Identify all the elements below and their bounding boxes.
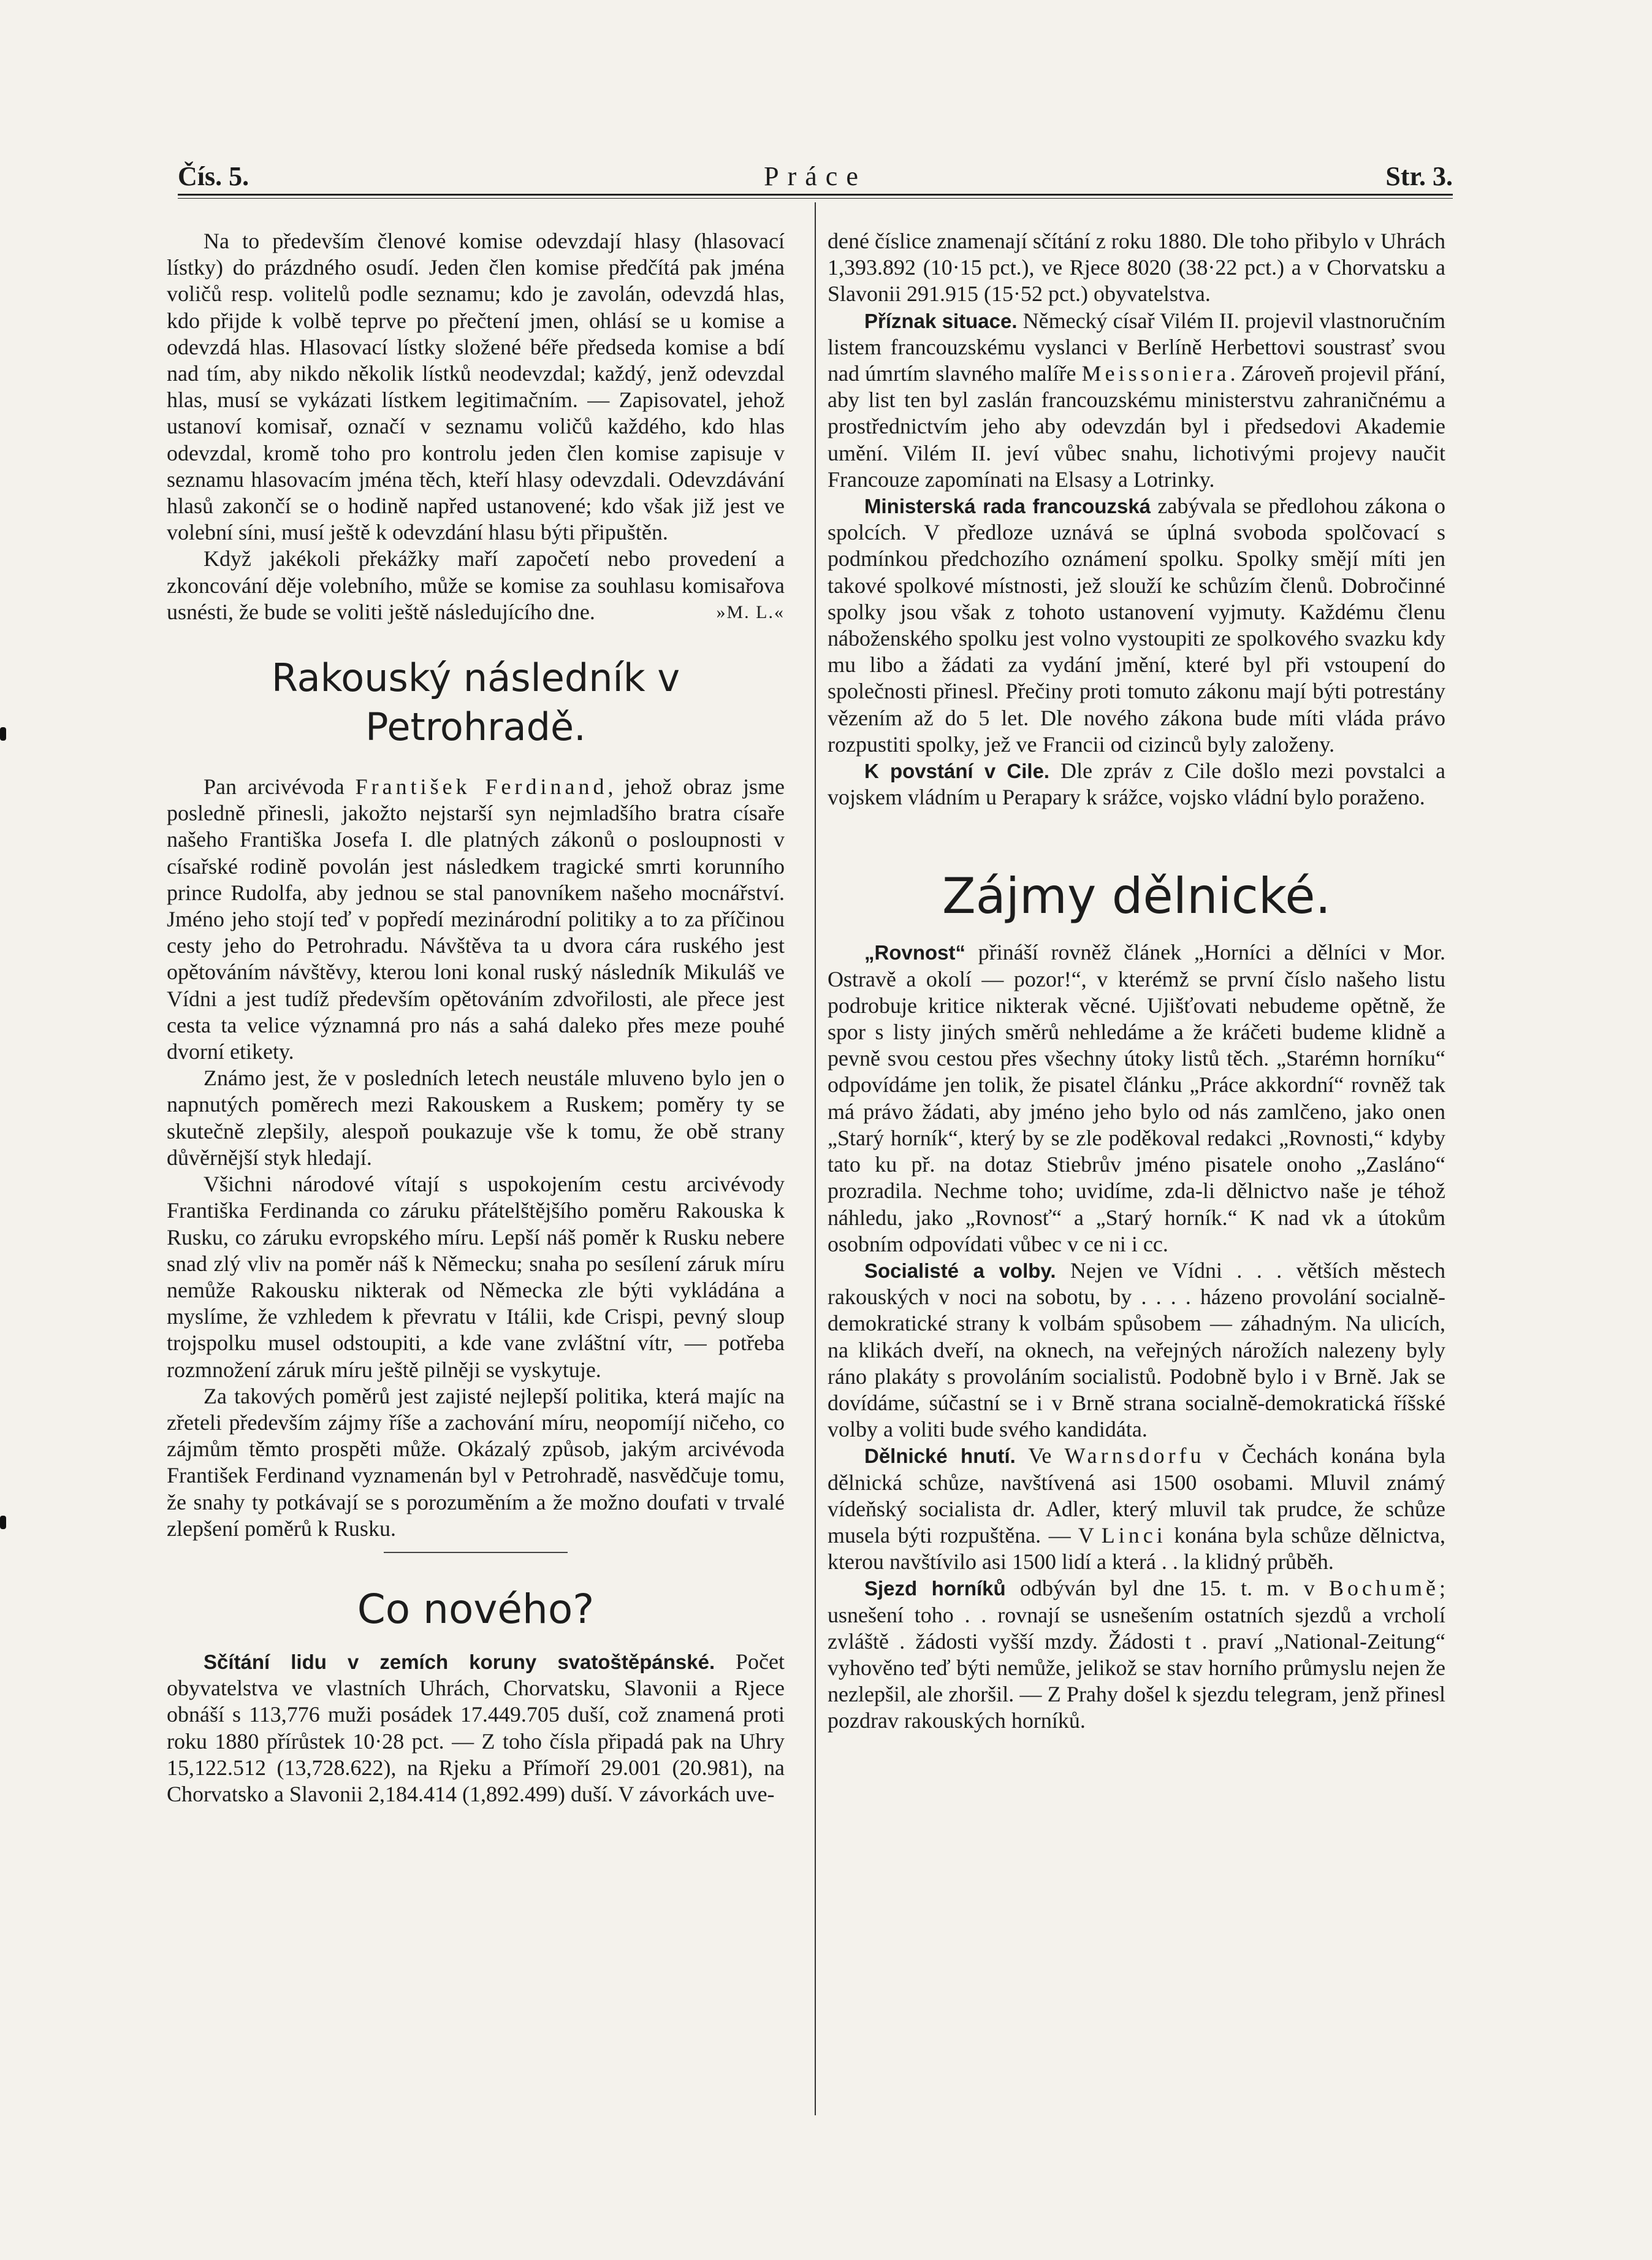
paragraph-text: přináší rovněž článek „Horníci a dělníci v Mor. Ostravě a okolí — pozor!“, v kterémž se první číslo našeho listu podrobuje kritice nikterak věcné. Ujišťovati nebudeme opětně, že spor s listy jiných směrů nehledáme a že kráčeti budeme klidně a pevně svou cestou přes všechny útoky listů těch. „Starémn horníku“ odpovídáme jen tolik, že pisatel článku „Práce akkordní“ rovněž tak má právo žádati, aby jméno jeho bylo od nás zamlčeno, jako onen „Starý horník“, který by se zle poděkoval redakci „Rovnosti,“ kdyby tato ku př. na dotaz Stiebrův jméno pisatele onoho „Zasláno“ prozradila. Nechme toho; uvidíme, zda-li dělnictvo naše je téhož náhledu, jako „Rovnosť“ a „Starý horník.“ K nad vk a útokům osobním odpovídati vůbec v ce ni i cc. xyxy=(828,940,1445,1256)
article-signature: »M. L.« xyxy=(716,601,785,622)
running-head xyxy=(178,161,1453,197)
place-name: Warnsdorfu xyxy=(1064,1443,1205,1468)
column-divider xyxy=(815,202,816,2115)
paragraph: Známo jest, že v posledních letech neustále mluveno bylo jen o napnutých poměrech mezi Rakouskem a Ruskem; poměry ty se skutečně zlepšily, alespoň poukazuje vše k tomu, že obě strany důvěrnější styk hledají. xyxy=(167,1066,785,1170)
news-item-title: Socialisté a volby. xyxy=(864,1259,1056,1282)
place-name: Bochumě xyxy=(1329,1576,1439,1601)
paragraph-text: ; usnešení toho . . rovnají se usnešením ostatních sjezdů a vrcholí zvláště . žádosti vyšší mzdy. Žádosti t . praví „National-Zeitung“ vyhověno teď býti nemůže, jelikož se stav horního průmyslu nejen že nezlepšil, ale zhoršil. — Z Prahy došel k sjezdu telegram, jenž přinesl pozdrav rakouských horníků. xyxy=(828,1576,1445,1733)
section-heading: Zájmy dělnické. xyxy=(942,868,1331,925)
news-item-title: Ministerská rada francouzská xyxy=(864,495,1151,518)
person-name: František Ferdinand xyxy=(355,774,608,800)
paragraph: Na to především členové komise odevzdají hlasy (hlasovací lístky) do prázdného osudí. Jeden člen komise předčítá pak jména voličů resp. volitelů podle seznamu; kdo je zavolán, odevzdá hlas, kdo přijde k volbě teprve po přečtení jmen, ohlásí se u komise a odevzdá hlas. Hlasovací lístky složené béře předseda komise a bdí nad tím, aby nikdo několik lístků neodevzdal; každý, jenž odevzdal hlas, musí se vykázati lístkem legitimačním. — Zapisovatel, jehož ustanoví komisař, označí v seznamu voličů každého, kdo hlas odevzdal, kromě toho pro kontrolu jeden člen komise zapisuje v seznamu hlasovacím jména těch, kteří hlasy odevzdali. Odevzdávání hlasů zakončí se o hodině napřed ustanovené; kdo však již jest ve volební síni, musí ještě k odevzdání hlasu býti připuštěn. xyxy=(167,229,785,545)
paragraph xyxy=(167,774,785,1065)
paragraph-text: Ve xyxy=(1028,1443,1052,1468)
news-item xyxy=(828,493,1445,758)
header-rule xyxy=(178,194,1453,199)
paragraph-text: zabývala se předlohou zákona o spolcích. V předloze uznává se úplná svoboda spolčovací s podmínkou předchozího oznámení spolku. Spolky smějí míti jen takové spolkové místnosti, jež slouží ke schůzím členů. Dobročinné spolky jsou však z tohoto ustanovení vyjmuty. Každému členu náboženského spolku jest volno vystoupiti ze spolkového svazku kdy mu libo a žádati za vydání jmění, které byl při vstoupení do společnosti přinesl. Přečiny proti tomuto zákonu mají býti potrestány vězením až do 5 let. Dle nového zákona bude míti vláda právo rozpustiti spolky, jež ve Francii od cizinců byly založeny. xyxy=(828,494,1445,757)
person-name: Meissoniera xyxy=(1081,361,1230,386)
paragraph-text: Německý císař Vilém II. projevil vlastnoručním listem francouzskému vyslanci v Berlíně Herbettovi soustrasť svou nad úmrtím slavného malíře xyxy=(828,308,1446,386)
paragraph: dené číslice znamenají sčítání z roku 1880. Dle toho přibylo v Uhrách 1,393.892 (10·15 pct.), ve Rjece 8020 (38·22 pct.) a v Chorvatsku a Slavonii 291.915 (15·52 pct.) obyvatelstva. xyxy=(828,229,1445,307)
paragraph-text: v Čechách konána byla dělnická schůze, navštívená asi 1500 osobami. Mluvil známý vídeňský socialista dr. Adler, který mluvil tak prudce, že schůze musela býti rozpuštěna. — V xyxy=(828,1443,1445,1548)
issue-number: Čís. 5. xyxy=(178,161,249,191)
paragraph-text: Nejen ve Vídni . . . větších městech rakouských v noci na sobotu, by . . . . házeno provolání socialně-demokratické strany k volbám spůsobem — záhadným. Na ulicích, na klikách dveří, na oknech, na veřejných nárožích nalezeny byly ráno plakáty s provoláním socialistů. Podobně bylo i v Brně. Jak se dovídáme, súčastní se i v Brně strana socialně-demokratická říšské volby a voliti bude svého kandidáta. xyxy=(828,1258,1445,1442)
news-item-title: Příznak situace. xyxy=(864,309,1018,332)
paragraph-text: odbýván byl dne 15. t. m. v xyxy=(1019,1576,1315,1601)
news-item xyxy=(828,939,1445,1257)
news-item xyxy=(828,1575,1445,1734)
news-item-title: Sčítání lidu v zemích koruny svatoštěpánské. xyxy=(204,1650,715,1673)
binding-mark xyxy=(0,1516,6,1529)
news-item xyxy=(828,1258,1445,1443)
paragraph: Za takových poměrů jest zajisté nejlepší politika, která majíc na zřeteli především zájmy říše a zachování míru, neopomíjí ničeho, co zájmům těmto prospěti může. Okázalý způsob, jakým arcivévoda František Ferdinand vyznamenán byl v Petrohradě, nasvědčuje tomu, že snahy ty potkávají se s porozuměním a že možno doufati v trvalé zlepšení poměrů k Rusku. xyxy=(167,1383,785,1541)
news-item-title: Dělnické hnutí. xyxy=(864,1445,1016,1468)
paragraph-text: Dle zpráv z Cile došlo mezi povstalci a vojskem vládním u Perapary k srážce, vojsko vládní bylo poraženo. xyxy=(828,758,1446,810)
left-column xyxy=(167,228,785,1808)
paragraph-text: Když jakékoli překážky maří započetí nebo provedení a zkoncování děje volebního, může se komise za souhlasu komisařova usnésti, že bude se voliti ještě následujícího dne. xyxy=(167,546,785,624)
right-column xyxy=(828,228,1445,1735)
paragraph-text: Počet obyvatelstva ve vlastních Uhrách, Chorvatsku, Slavonii a Rjece obnáší s 113,776 muži posádek 17.449.705 duší, což znamená proti roku 1880 přírůstek 10·28 pct. — Z toho čísla připadá pak na Uhry 15,122.512 (13,728.622), na Rjeku a Přímoří 29.001 (20.981), na Chorvatsko a Slavonii 2,184.414 (1,892.499) duší. V závorkách uve- xyxy=(167,1649,785,1806)
paragraph-text: Pan arcivévoda xyxy=(204,774,344,800)
binding-mark xyxy=(0,727,6,741)
news-item xyxy=(167,1649,785,1808)
news-item xyxy=(828,758,1445,811)
paragraph-text: . Zároveň projevil přání, aby list ten byl zaslán francouzskému ministerstvu zahraničnému a prostřednictvím jeho aby odevzdán byl i předsedovi Akademie umění. Vilém II. jeví vůbec snahu, lichotivými projevy naučit Francouze zapomínati na Elsasy a Lotrinky. xyxy=(828,361,1445,492)
section-heading: Co nového? xyxy=(357,1585,595,1633)
paragraph: Všichni národové vítají s uspokojením cestu arcivévody Františka Ferdinanda co záruku přátelštějšího poměru Rakouska k Rusku, co záruku evropského míru. Lepší náš poměr k Rusku nebere snad zlý vliv na poměr náš k Německu; snaha po sesílení záruk míru nemůže Rakousku nikterak od Německa zle býti vykládána a myslíme, že vzhledem k převratu v Itálii, kde Crispi, pevný sloup trojspolku musel odstoupiti, a kde vane zvláštní vítr, — potřeba rozmnožení záruk míru ještě pilněji se vyskytuje. xyxy=(167,1172,785,1382)
article-heading: Rakouský následník v Petrohradě. xyxy=(271,655,680,750)
page-number: Str. 3. xyxy=(1385,161,1453,191)
newspaper-title: Práce xyxy=(764,161,867,191)
news-item-title: Sjezd horníků xyxy=(864,1577,1006,1600)
news-item xyxy=(828,1443,1445,1575)
news-item xyxy=(828,308,1445,493)
place-name: Linci xyxy=(1101,1522,1167,1548)
paragraph-text: konána byla schůze dělnictva, kterou navštívilo asi 1500 lidí a která . . la klidný průběh. xyxy=(828,1522,1446,1575)
paragraph xyxy=(167,546,785,625)
paragraph-text: , jehož obraz jsme posledně přinesli, jakožto nejstarší syn nejmladšího bratra císaře našeho Františka Josefa I. dle platných zákonů o posloupnosti v císařské rodině povolán jest následkem tragické smrti korunního prince Rudolfa, aby jednou se stal panovníkem našeho mocnářství. Jméno jeho stojí teď v popředí mezinárodní politiky a to za příčinou cesty jeho do Petrohradu. Návštěva ta u dvora cára ruského jest opětováním návštěvy, kterou loni konal ruský následník Mikuláš ve Vídni a jest tudíž především opětováním zdvořilosti, ale přece jest cesta ta velice významná pro nás a sahá daleko přes meze pouhé dvorní etikety. xyxy=(167,774,785,1064)
news-item-title: K povstání v Cile. xyxy=(864,760,1050,783)
news-item-title: „Rovnost“ xyxy=(864,941,965,964)
